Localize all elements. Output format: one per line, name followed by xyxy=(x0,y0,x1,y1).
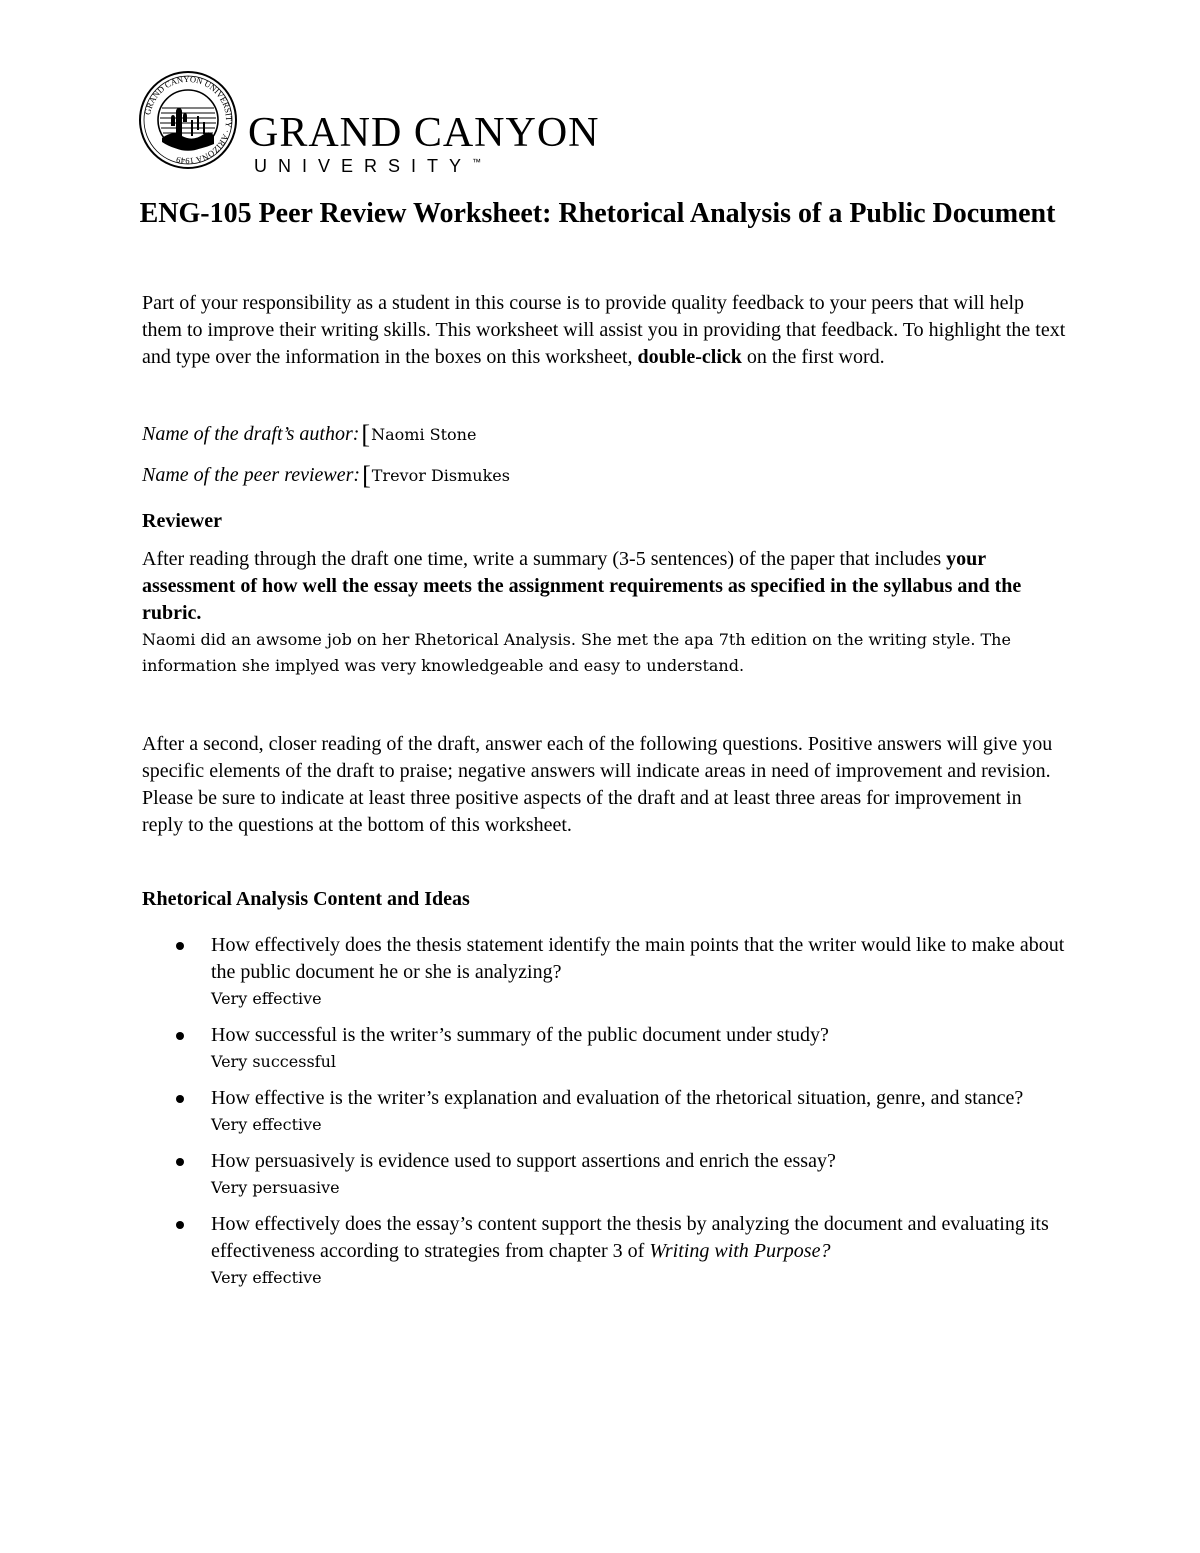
question-answer[interactable]: Very effective xyxy=(211,1268,322,1287)
intro-bold-text: double-click xyxy=(637,346,742,368)
reviewer-prompt-text: After reading through the draft one time, write a summary (3-5 sentences) of the paper that includes xyxy=(142,548,947,570)
reviewer-heading: Reviewer xyxy=(142,510,222,532)
bullet-icon xyxy=(176,1221,184,1229)
bullet-icon xyxy=(176,1095,184,1103)
wordmark-sub-text: UNIVERSITY xyxy=(254,156,473,176)
author-value[interactable]: Naomi Stone xyxy=(371,425,477,444)
question-text: How successful is the writer’s summary of the public document under study? xyxy=(211,1024,829,1046)
question-text: How effective is the writer’s explanation and evaluation of the rhetorical situation, genre, and stance? xyxy=(211,1087,1024,1109)
reviewer-value[interactable]: Trevor Dismukes xyxy=(371,466,510,485)
question-answer[interactable]: Very effective xyxy=(211,1115,322,1134)
wordmark-sub xyxy=(254,157,481,175)
svg-text:GRAND CANYON UNIVERSITY · ARIZ xyxy=(142,74,234,166)
form-field-bracket: [ xyxy=(361,420,371,449)
reviewer-label: Name of the peer reviewer: xyxy=(142,464,361,486)
author-label: Name of the draft’s author: xyxy=(142,423,360,445)
bullet-icon xyxy=(176,1032,184,1040)
reviewer-prompt xyxy=(142,546,1067,627)
question-text xyxy=(211,1211,1067,1265)
form-field-bracket: [ xyxy=(362,461,371,490)
trademark-symbol: ™ xyxy=(472,157,482,167)
university-logo xyxy=(138,70,600,176)
wordmark-main: GRAND CANYON xyxy=(248,110,600,156)
list-item xyxy=(142,1211,1067,1291)
author-field-row xyxy=(142,420,476,450)
intro-text: Part of your responsibility as a student in this course is to provide quality feedback to your peers that will help them to improve their writing skills. This worksheet will assist you in providing that feedback. To highlight the text and type over the information in the boxes on this worksheet, xyxy=(142,292,1066,368)
list-item xyxy=(142,1148,1067,1201)
question-text: How persuasively is evidence used to support assertions and enrich the essay? xyxy=(211,1150,836,1172)
question-list xyxy=(142,932,1067,1291)
content-ideas-heading: Rhetorical Analysis Content and Ideas xyxy=(142,888,470,910)
reviewer-field-row xyxy=(142,461,510,491)
question-answer[interactable]: Very effective xyxy=(211,989,322,1008)
intro-text-end: on the first word. xyxy=(741,346,885,368)
list-item xyxy=(142,932,1067,1012)
question-answer[interactable]: Very successful xyxy=(211,1052,336,1071)
reviewer-prompt-bold: your assessment of how well the essay meets the assignment requirements as specified in the syllabus and the rubric. xyxy=(142,548,1022,624)
list-item xyxy=(142,1085,1067,1138)
question-text-plain: How effectively does the essay’s content support the thesis by analyzing the document and evaluating its effectiveness according to strategies from chapter 3 of xyxy=(211,1213,1049,1262)
intro-paragraph xyxy=(142,290,1067,371)
summary-answer[interactable]: Naomi did an awsome job on her Rhetorical Analysis. She met the apa 7th edition on the writing style. The information she implyed was very knowledgeable and easy to understand. xyxy=(142,630,1011,675)
second-reading-paragraph: After a second, closer reading of the draft, answer each of the following questions. Positive answers will give you specific elements of the draft to praise; negative answers will indicate areas in need of improvement and revision. Please be sure to indicate at least three positive aspects of the draft and at least three areas for improvement in reply to the questions at the bottom of this worksheet. xyxy=(142,733,1053,836)
university-seal-icon xyxy=(138,70,238,170)
question-text: How effectively does the thesis statement identify the main points that the writer would like to make about the public document he or she is analyzing? xyxy=(211,934,1065,983)
question-answer[interactable]: Very persuasive xyxy=(211,1178,340,1197)
book-title: Writing with Purpose? xyxy=(649,1240,831,1262)
page-title: ENG-105 Peer Review Worksheet: Rhetorical Analysis of a Public Document xyxy=(139,198,1056,229)
bullet-icon xyxy=(176,942,184,950)
seal-text: GRAND CANYON UNIVERSITY · ARIZONA 1949 xyxy=(142,73,235,167)
bullet-icon xyxy=(176,1158,184,1166)
list-item xyxy=(142,1022,1067,1075)
